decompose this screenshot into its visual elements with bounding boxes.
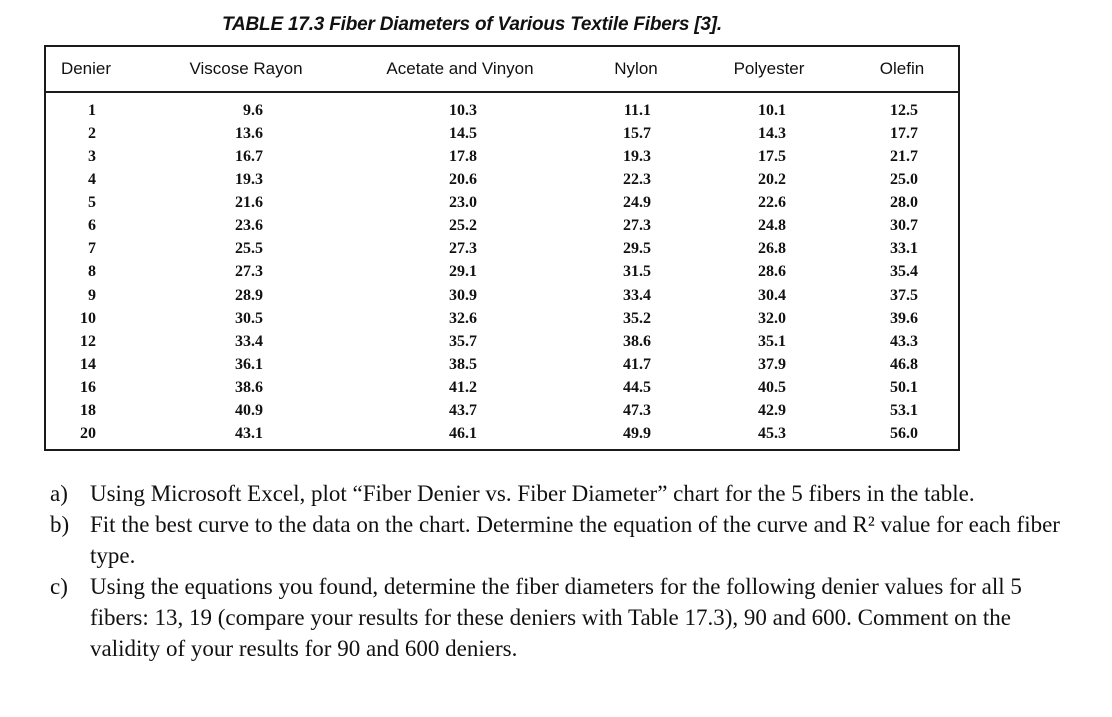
cell-nylon: 38.6 [623,332,651,350]
table-header-row [46,47,958,93]
cell-olefin: 37.5 [890,286,918,304]
cell-nylon: 33.4 [623,286,651,304]
cell-olefin: 30.7 [890,217,918,235]
cell-acetate-vinyon: 23.0 [449,194,477,212]
cell-polyester: 20.2 [758,171,786,189]
question-list [50,478,1080,664]
cell-polyester: 28.6 [758,263,786,281]
question-marker: b) [50,512,70,537]
column-header-denier: Denier [60,59,112,78]
cell-denier: 9 [88,286,96,304]
cell-viscose-rayon: 19.3 [235,171,263,189]
cell-acetate-vinyon: 35.7 [449,332,477,350]
cell-olefin: 43.3 [890,332,918,350]
cell-viscose-rayon: 40.9 [235,401,263,419]
cell-acetate-vinyon: 38.5 [449,355,477,373]
cell-olefin: 46.8 [890,355,918,373]
cell-polyester: 32.0 [758,309,786,327]
cell-nylon: 19.3 [623,148,651,166]
cell-nylon: 27.3 [623,217,651,235]
cell-viscose-rayon: 13.6 [235,125,263,143]
cell-viscose-rayon: 43.1 [235,424,263,442]
cell-denier: 20 [80,424,96,442]
question-item [50,478,1080,509]
question-text: Using Microsoft Excel, plot “Fiber Denier vs. Fiber Diameter” chart for the 5 fibers in the table. [90,481,975,506]
cell-denier: 6 [88,217,96,235]
table-row [46,216,958,239]
cell-olefin: 25.0 [890,171,918,189]
cell-acetate-vinyon: 30.9 [449,286,477,304]
cell-denier: 14 [80,355,96,373]
cell-acetate-vinyon: 32.6 [449,309,477,327]
cell-nylon: 24.9 [623,194,651,212]
cell-acetate-vinyon: 41.2 [449,378,477,396]
cell-nylon: 15.7 [623,125,651,143]
cell-viscose-rayon: 30.5 [235,309,263,327]
table-row [46,147,958,170]
table-body [46,101,958,447]
column-header-nylon: Nylon [614,59,658,78]
cell-denier: 10 [80,309,96,327]
column-header-olefin: Olefin [879,59,925,78]
cell-acetate-vinyon: 25.2 [449,217,477,235]
cell-viscose-rayon: 25.5 [235,240,263,258]
cell-nylon: 44.5 [623,378,651,396]
cell-denier: 3 [88,148,96,166]
question-item [50,571,1080,664]
cell-polyester: 10.1 [758,102,786,119]
cell-nylon: 49.9 [623,424,651,442]
cell-acetate-vinyon: 14.5 [449,125,477,143]
cell-nylon: 47.3 [623,401,651,419]
cell-olefin: 53.1 [890,401,918,419]
cell-polyester: 42.9 [758,401,786,419]
column-header-viscose-rayon: Viscose Rayon [189,59,303,78]
cell-viscose-rayon: 27.3 [235,263,263,281]
fiber-diameter-table [44,45,960,451]
table-caption: TABLE 17.3 Fiber Diameters of Various Textile Fibers [3]. [222,14,722,35]
cell-olefin: 28.0 [890,194,918,212]
cell-polyester: 30.4 [758,286,786,304]
cell-denier: 18 [80,401,96,419]
table-row [46,378,958,401]
cell-olefin: 39.6 [890,309,918,327]
table-row [46,424,958,447]
cell-nylon: 35.2 [623,309,651,327]
cell-viscose-rayon: 21.6 [235,194,263,212]
cell-denier: 5 [88,194,96,212]
cell-denier: 16 [80,378,96,396]
cell-nylon: 11.1 [623,102,651,119]
cell-nylon: 22.3 [623,171,651,189]
cell-viscose-rayon: 36.1 [235,355,263,373]
cell-nylon: 29.5 [623,240,651,258]
table-row [46,101,958,124]
question-marker: c) [50,574,68,599]
cell-nylon: 31.5 [623,263,651,281]
cell-viscose-rayon: 23.6 [235,217,263,235]
cell-acetate-vinyon: 46.1 [449,424,477,442]
cell-denier: 4 [88,171,96,189]
cell-acetate-vinyon: 27.3 [449,240,477,258]
cell-olefin: 17.7 [890,125,918,143]
cell-polyester: 17.5 [758,148,786,166]
cell-acetate-vinyon: 43.7 [449,401,477,419]
cell-polyester: 24.8 [758,217,786,235]
cell-polyester: 40.5 [758,378,786,396]
column-header-acetate-vinyon: Acetate and Vinyon [386,59,534,78]
table-row [46,262,958,285]
cell-viscose-rayon: 38.6 [235,378,263,396]
question-text: Using the equations you found, determine the fiber diameters for the following denier values for all 5 fibers: 13, 19 (compare your results for these deniers with Table 17.3), 90 and 600. Comment on the validity of your results for 90 and 600 deniers. [90,574,1022,661]
cell-polyester: 14.3 [758,125,786,143]
cell-nylon: 41.7 [623,355,651,373]
table-row [46,170,958,193]
table-row [46,239,958,262]
cell-olefin: 56.0 [890,424,918,442]
question-item [50,509,1080,571]
cell-acetate-vinyon: 20.6 [449,171,477,189]
cell-polyester: 26.8 [758,240,786,258]
cell-viscose-rayon: 28.9 [235,286,263,304]
cell-polyester: 35.1 [758,332,786,350]
cell-viscose-rayon: 16.7 [235,148,263,166]
table-row [46,124,958,147]
table-row [46,332,958,355]
cell-denier: 12 [80,332,96,350]
cell-olefin: 35.4 [890,263,918,281]
cell-olefin: 12.5 [890,102,918,119]
cell-acetate-vinyon: 29.1 [449,263,477,281]
question-text: Fit the best curve to the data on the chart. Determine the equation of the curve and R² value for each fiber type. [90,512,1060,568]
cell-olefin: 21.7 [890,148,918,166]
question-marker: a) [50,481,68,506]
cell-denier: 8 [88,263,96,281]
cell-viscose-rayon: 33.4 [235,332,263,350]
cell-denier: 1 [88,102,96,119]
cell-acetate-vinyon: 10.3 [449,102,477,119]
cell-viscose-rayon: 9.6 [243,102,263,119]
cell-polyester: 45.3 [758,424,786,442]
table-row [46,355,958,378]
table-row [46,193,958,216]
cell-denier: 7 [88,240,96,258]
table-row [46,309,958,332]
table-row [46,286,958,309]
cell-olefin: 33.1 [890,240,918,258]
cell-polyester: 22.6 [758,194,786,212]
column-header-polyester: Polyester [733,59,805,78]
cell-polyester: 37.9 [758,355,786,373]
cell-denier: 2 [88,125,96,143]
cell-acetate-vinyon: 17.8 [449,148,477,166]
cell-olefin: 50.1 [890,378,918,396]
table-row [46,401,958,424]
